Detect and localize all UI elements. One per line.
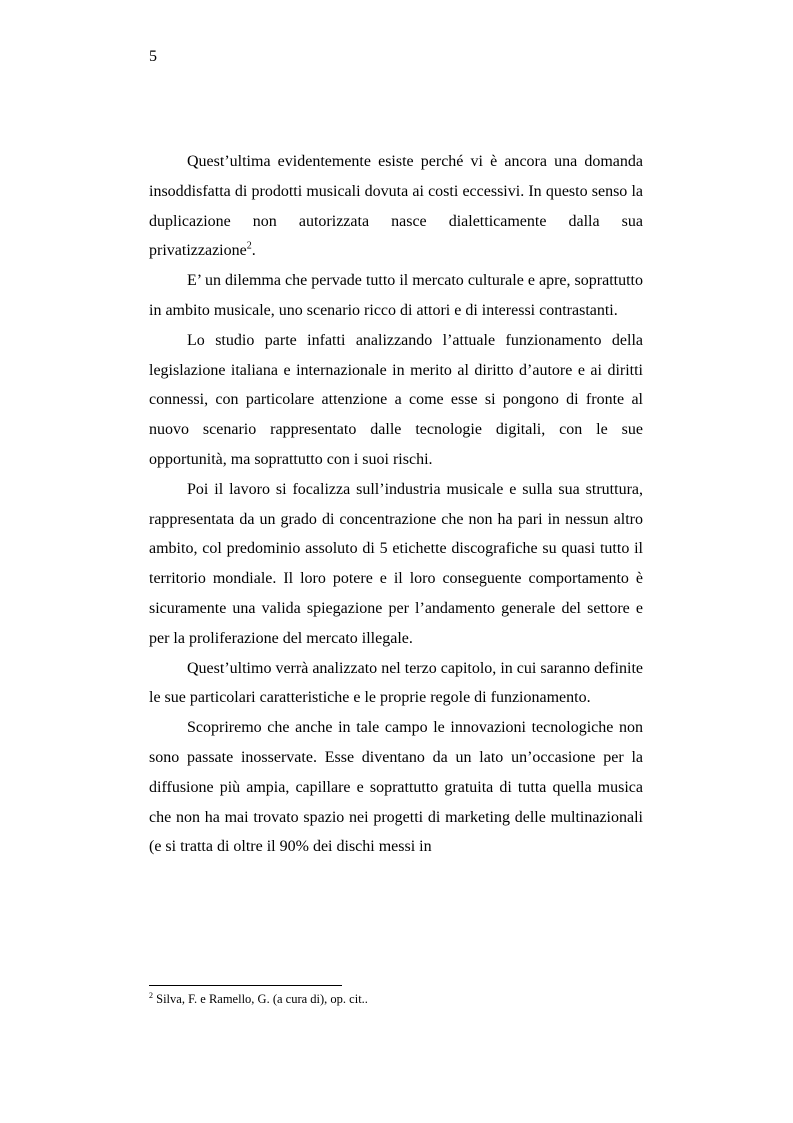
paragraph-text: Quest’ultima evidentemente esiste perché vi è ancora una domanda insoddisfatta di prodotti musicali dovuta ai costi eccessivi. In questo senso la duplicazione non autorizzata nasce dialetticamente dalla sua privatizzazione <box>149 153 643 260</box>
footnote-number: 2 <box>149 990 153 1000</box>
paragraph: Quest’ultimo verrà analizzato nel terzo capitolo, in cui saranno definite le sue particolari caratteristiche e le proprie regole di funzionamento. <box>149 659 643 707</box>
paragraph-text-tail: . <box>251 242 256 260</box>
footnote-divider <box>149 985 342 986</box>
page-number: 5 <box>149 48 157 65</box>
paragraph: E’ un dilemma che pervade tutto il mercato culturale e apre, soprattutto in ambito musicale, uno scenario ricco di attori e di interessi contrastanti. <box>149 272 643 319</box>
paragraph: Lo studio parte infatti analizzando l’attuale funzionamento della legislazione italiana e internazionale in merito al diritto d’autore e ai diritti connessi, con particolare attenzione a come esse si pongono di fronte al nuovo scenario rappresentato dalle tecnologie digitali, con le sue opportunità, ma soprattutto con i suoi rischi. <box>149 331 643 468</box>
paragraph: Scopriremo che anche in tale campo le innovazioni tecnologiche non sono passate inosservate. Esse diventano da un lato un’occasione per la diffusione più ampia, capillare e soprattutto gratuita di tutta quella musica che non ha mai trovato spazio nei progetti di marketing delle multinazionali (e si tratta di oltre il 90% dei dischi messi in <box>149 719 643 856</box>
footnote <box>149 991 643 1007</box>
paragraph: Poi il lavoro si focalizza sull’industria musicale e sulla sua struttura, rappresentata da un grado di concentrazione che non ha pari in nessun altro ambito, col predominio assoluto di 5 etichette discografiche su quasi tutto il territorio mondiale. Il loro potere e il loro conseguente comportamento è sicuramente una valida spiegazione per l’andamento generale del settore e per la proliferazione del mercato illegale. <box>149 480 643 647</box>
footnote-reference: 2 <box>246 241 252 253</box>
paragraph <box>149 147 643 266</box>
footnote-text: Silva, F. e Ramello, G. (a cura di), op. cit.. <box>153 992 368 1006</box>
body-text <box>149 147 643 862</box>
